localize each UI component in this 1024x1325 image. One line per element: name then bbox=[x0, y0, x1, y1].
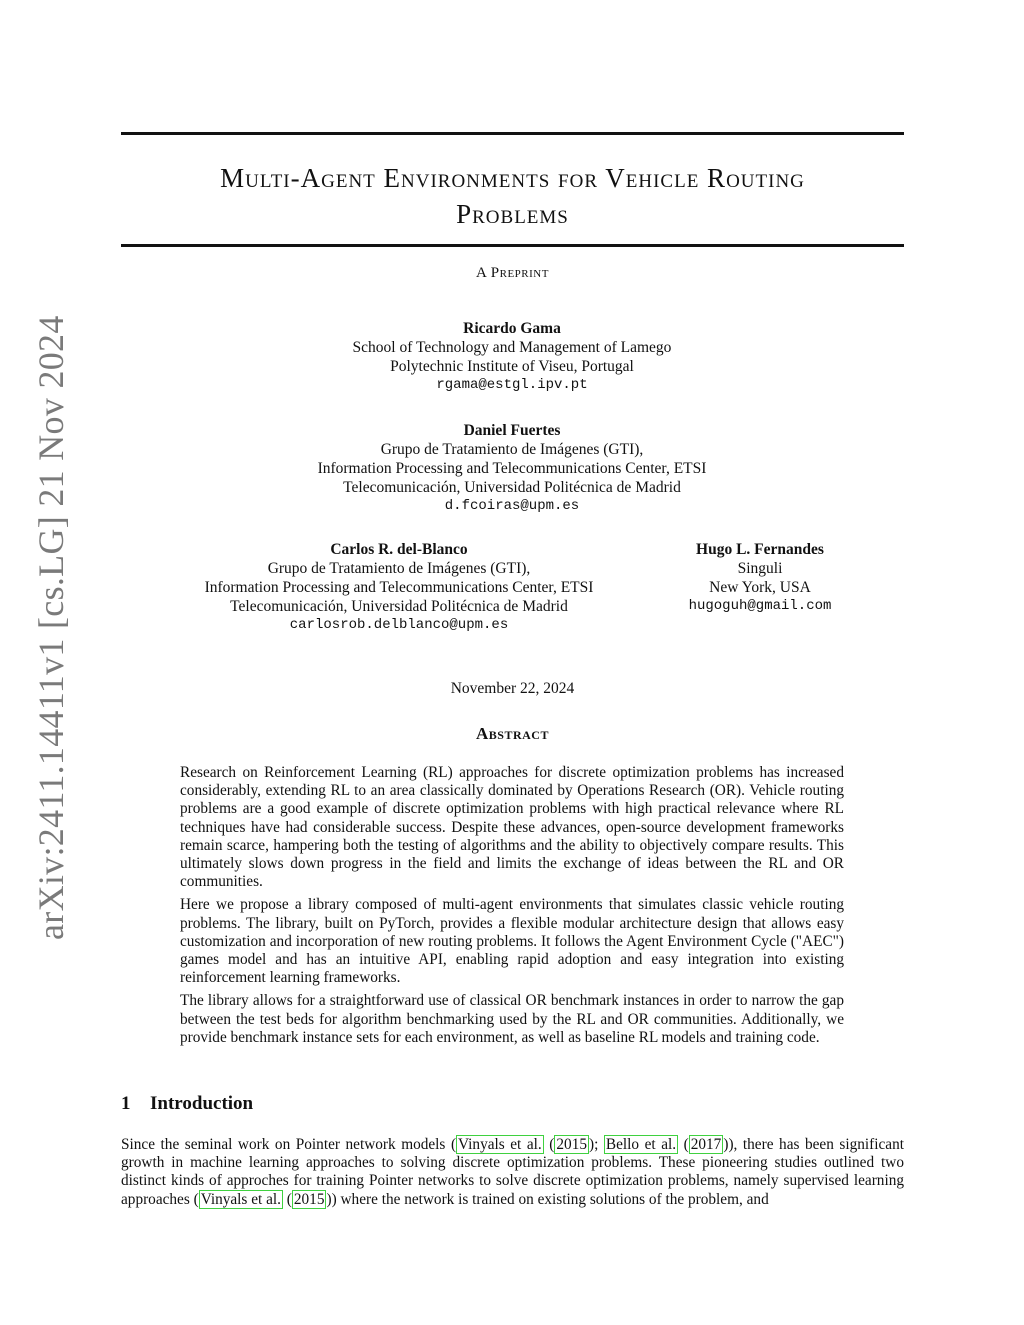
author-email[interactable]: carlosrob.delblanco@upm.es bbox=[289, 617, 509, 633]
author-affiliation: Telecomunicación, Universidad Politécnica de Madrid bbox=[230, 598, 568, 615]
author-affiliation: Singuli bbox=[737, 560, 783, 577]
title-top-rule bbox=[121, 132, 904, 135]
citation-year-link[interactable]: 2015 bbox=[293, 1190, 325, 1208]
paper-title bbox=[121, 160, 904, 232]
author-block-fernandes bbox=[660, 540, 860, 616]
author-block-del-blanco bbox=[160, 540, 638, 635]
author-name: Carlos R. del-Blanco bbox=[330, 541, 468, 558]
section-heading-introduction bbox=[121, 1093, 253, 1115]
abstract-paragraph: Here we propose a library composed of multi-agent environments that simulates classic vehicle routing problems. The library, built on PyTorch, provides a flexible modular architecture design that allows easy customization and incorporation of new routing problems. It follows the Agent Environment Cycle ("AEC") games model and has an intuitive API, enabling rapid adoption and easy integration into existing reinforcement learning frameworks. bbox=[180, 896, 844, 987]
author-affiliation: School of Technology and Management of Lamego bbox=[352, 339, 672, 356]
author-affiliation: Information Processing and Telecommunications Center, ETSI bbox=[204, 579, 594, 596]
title-bottom-rule bbox=[121, 244, 904, 247]
intro-text: ), there has been significant growth in machine learning approaches to solving discrete optimization problems. These pioneering studies outlined two distinct kinds of approches for training Pointer networks to solve discrete optimization problems, namely supervised learning approaches ( bbox=[121, 1136, 904, 1208]
author-affiliation: Telecomunicación, Universidad Politécnica de Madrid bbox=[343, 479, 681, 496]
preprint-label: A Preprint bbox=[476, 265, 549, 281]
author-affiliation: Grupo de Tratamiento de Imágenes (GTI), bbox=[267, 560, 531, 577]
abstract-paragraph: Research on Reinforcement Learning (RL) approaches for discrete optimization problems has increased considerably, extending RL to an area classically dominated by Operations Research (OR). Vehicle routing problems are a good example of discrete optimization problems with high practical relevance where RL techniques have had considerable success. Despite these advances, open-source development frameworks remain scarce, hampering both the testing of algorithms and the ability to objectively compare results. This ultimately slows down progress in the field and limits the exchange of ideas between the RL and OR communities. bbox=[180, 764, 844, 891]
author-affiliation: Information Processing and Telecommunications Center, ETSI bbox=[317, 460, 707, 477]
section-title: Introduction bbox=[150, 1093, 254, 1114]
title-line-1: Multi-Agent Environments for Vehicle Routing bbox=[220, 163, 805, 193]
arxiv-identifier: arXiv:2411.14411v1 [cs.LG] 21 Nov 2024 bbox=[31, 315, 71, 940]
publication-date: November 22, 2024 bbox=[450, 680, 575, 697]
abstract-body bbox=[180, 764, 844, 1052]
author-affiliation: Grupo de Tratamiento de Imágenes (GTI), bbox=[380, 441, 644, 458]
author-email[interactable]: hugoguh@gmail.com bbox=[688, 598, 832, 614]
author-name: Ricardo Gama bbox=[463, 320, 561, 337]
author-name: Hugo L. Fernandes bbox=[696, 541, 824, 558]
citation-year-link[interactable]: 2017 bbox=[690, 1136, 722, 1153]
author-email[interactable]: d.fcoiras@upm.es bbox=[444, 498, 580, 514]
citation-link[interactable]: Bello et al. bbox=[605, 1136, 677, 1153]
author-affiliation: Polytechnic Institute of Viseu, Portugal bbox=[390, 358, 634, 375]
author-block-gama bbox=[262, 319, 762, 395]
abstract-heading: Abstract bbox=[476, 724, 549, 743]
author-affiliation: New York, USA bbox=[709, 579, 811, 596]
citation-year-link[interactable]: 2015 bbox=[556, 1136, 587, 1153]
author-email[interactable]: rgama@estgl.ipv.pt bbox=[436, 377, 588, 393]
citation-link[interactable]: Vinyals et al. bbox=[458, 1136, 542, 1153]
author-block-fuertes bbox=[262, 421, 762, 516]
author-name: Daniel Fuertes bbox=[463, 422, 561, 439]
intro-text: Since the seminal work on Pointer network models ( bbox=[121, 1136, 457, 1153]
intro-text: ; bbox=[594, 1136, 604, 1153]
section-number: 1 bbox=[121, 1093, 131, 1114]
intro-text: ) where the network is trained on existing solutions of the problem, and bbox=[331, 1190, 769, 1208]
introduction-paragraph: Since the seminal work on Pointer network models ( Vinyals et al. ( 2015 ); Bello et al. ( 2017 )), there has been significant growth in machine learning approaches to solving discrete optimization problems. These pioneering studies outlined two distinct kinds of approches for training Pointer networks to solve discrete optimization problems, namely supervised learning approaches ( Vinyals et al. ( 2015 )) where the network is trained on existing solutions of the problem, and bbox=[121, 1136, 904, 1208]
abstract-paragraph: The library allows for a straightforward use of classical OR benchmark instances in order to narrow the gap between the test beds for algorithm benchmarking used by the RL and OR communities. Additionally, we provide benchmark instance sets for each environment, as well as baseline RL models and training code. bbox=[180, 992, 844, 1046]
title-line-2: Problems bbox=[456, 199, 569, 229]
citation-link[interactable]: Vinyals et al. bbox=[200, 1190, 281, 1208]
